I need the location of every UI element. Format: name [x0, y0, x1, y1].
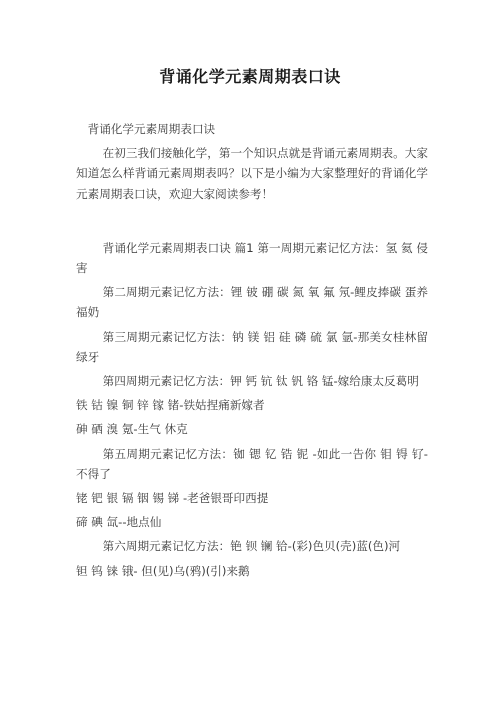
period-5-paragraph: 第五周期元素记忆方法：铷 锶 钇 锆 铌 -如此一告你 钼 锝 钌-不得了	[76, 446, 428, 481]
period-4-line-3: 砷 硒 溴 氪-生气 休克	[76, 422, 188, 437]
period-5-line-2: 铑 钯 银 镉 铟 锡 锑 -老爸银哥印西提	[76, 491, 269, 506]
period-4-paragraph: 第四周期元素记忆方法：钾 钙 钪 钛 钒 铬 锰-嫁给康太反葛明	[102, 374, 419, 389]
document-body	[76, 119, 428, 581]
intro-paragraph: 在初三我们接触化学，第一个知识点就是背诵元素周期表。大家知道怎么样背诵元素周期表吗？以下是小编为大家整理好的背诵化学元素周期表口诀，欢迎大家阅读参考！	[76, 146, 428, 201]
period-3-paragraph: 第三周期元素记忆方法：钠 镁 铝 硅 磷 硫 氯 氩-那美女桂林留绿牙	[76, 329, 428, 364]
period-4-line-2: 铁 钴 镍 铜 锌 镓 锗-铁姑捏痛新嫁者	[76, 398, 265, 413]
period-1-paragraph: 背诵化学元素周期表口诀 篇1 第一周期元素记忆方法：氢 氦 侵害	[76, 240, 428, 276]
document-title: 背诵化学元素周期表口诀	[159, 67, 341, 86]
period-6-paragraph: 第六周期元素记忆方法：铯 钡 镧 铪-(彩)色贝(壳)蓝(色)河	[102, 539, 401, 554]
period-6-line-2: 钽 钨 铼 锇- 但(见)乌(鸦)(引)来鹅	[76, 563, 250, 578]
section-heading: 背诵化学元素周期表口诀	[87, 122, 216, 136]
period-5-line-3: 碲 碘 氙--地点仙	[76, 515, 162, 530]
period-2-paragraph: 第二周期元素记忆方法：锂 铍 硼 碳 氮 氧 氟 氖-鲤皮捧碳 蛋养福奶	[76, 285, 428, 320]
